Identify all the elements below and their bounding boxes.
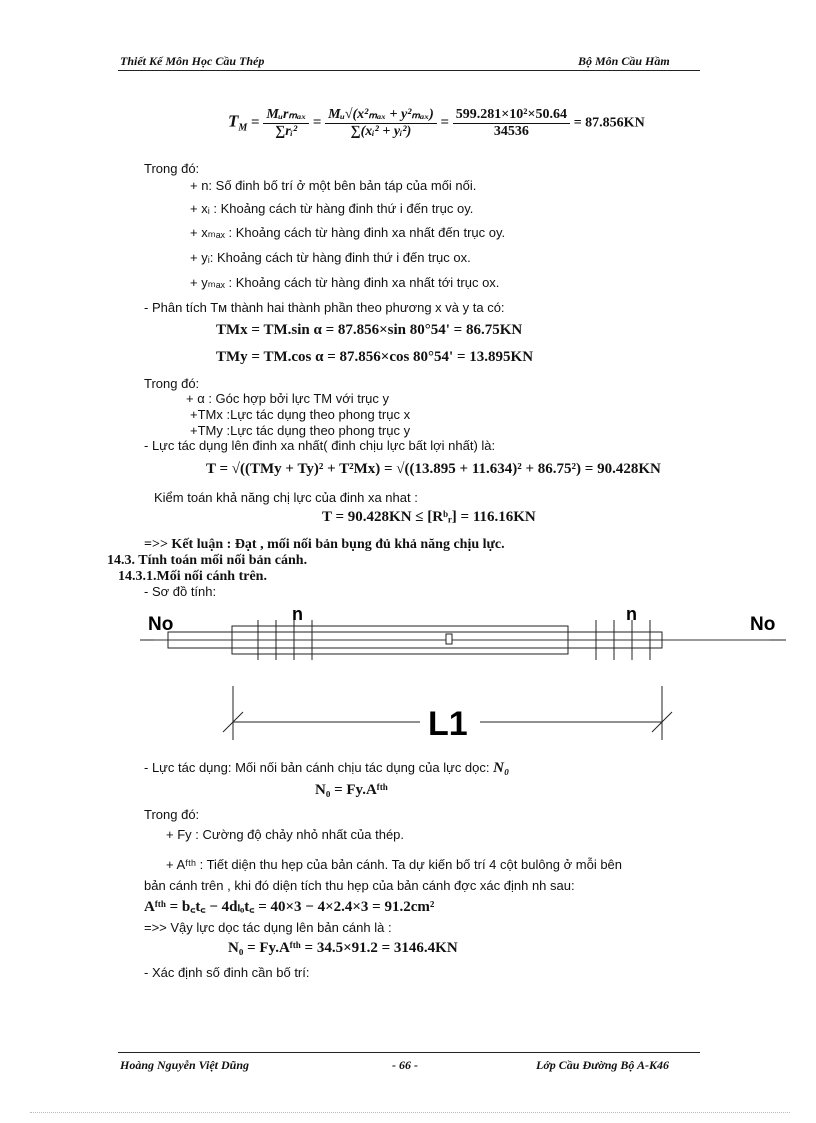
phan-tich: - Phân tích Tм thành hai thành phần theo phương x và y ta có: [144, 300, 505, 315]
eq-tm: $T_M$ = $\frac{\text{Mᵤrₘₐₓ}}{\text{∑rᵢ²}}$ = $\frac{\text{Mᵤ√(x²ₘₐₓ + y²ₘₐₓ)}}{\text{∑(xᵢ² + yᵢ²)}}$ = $\frac{\text{599.281×10²×50.64}}{34536}$ = 87.856KN [228, 106, 645, 139]
eq-tmy: TMy = TM.cos α = 87.856×cos 80°54' = 13.895KN [216, 349, 534, 365]
footer-rule [118, 1052, 700, 1053]
vay-luc: =>> Vậy lực dọc tác dụng lên bản cánh là : [144, 920, 392, 935]
eq-tmx: TMx = TM.sin α = 87.856×sin 80°54' = 86.75KN [216, 322, 523, 338]
footer-left: Hoàng Nguyễn Việt Dũng [120, 1058, 250, 1072]
diagram-no-right: No [750, 614, 776, 635]
ket-luan: =>> Kết luận : Đạt , mối nối bản bụng đủ khả năng chịu lực. [144, 537, 505, 552]
eq-af: Aᶠᵗʰ = b꜀t꜀ − 4dₗₒt꜀ = 40×3 − 4×2.4×3 = 91.2cm² [144, 899, 435, 915]
def-af-2: bản cánh trên , khi đó diện tích thu hẹp của bản cánh đợc xác định nh sau: [144, 878, 575, 893]
kiem-toan: Kiểm toán khả năng chị lực của đinh xa nhat : [154, 490, 418, 505]
def1-3: + yᵢ: Khoảng cách từ hàng đinh thứ i đến trục ox. [190, 250, 471, 265]
eq-tm-frac2 [325, 106, 437, 140]
footer-right: Lớp Cầu Đường Bộ A-K46 [536, 1058, 669, 1072]
diagram-n-left: n [292, 604, 303, 624]
def-af-1: + Aᶠᵗʰ : Tiết diện thu hẹp của bản cánh. Ta dự kiến bố trí 4 cột bulông ở mỗi bên [166, 857, 623, 872]
eq-tm-frac3-den: 34536 [493, 123, 529, 139]
section-14-3-1: 14.3.1.Mối nối cánh trên. [118, 569, 267, 584]
eq-tm-frac1-num: Mᵤrₘₐₓ [263, 106, 309, 124]
eq-tm-frac2-num: Mᵤ√(x²ₘₐₓ + y²ₘₐₓ) [325, 106, 437, 124]
eq-t: T = √((TMy + Ty)² + T²Mx) = √((13.895 + 11.634)² + 86.75²) = 90.428KN [206, 461, 661, 477]
eq-tm-result: = 87.856KN [573, 115, 645, 131]
def2-0: + α : Góc hợp bởi lực TM với trục y [186, 391, 390, 406]
luc-tac-dung [144, 760, 509, 777]
center-gap [446, 634, 452, 644]
header-rule [118, 70, 700, 71]
xac-dinh: - Xác định số đinh cần bố trí: [144, 965, 310, 980]
eq-tm-frac2-den: ∑(xᵢ² + yᵢ²) [350, 124, 412, 139]
def1-4: + yₘₐₓ : Khoảng cách từ hàng đinh xa nhất tới trục ox. [190, 275, 500, 290]
header-left: Thiết Kế Môn Học Cầu Thép [120, 54, 265, 68]
def1-1: + xᵢ : Khoảng cách từ hàng đinh thứ i đến trục oy. [190, 201, 474, 216]
def2-2: +TMy :Lực tác dụng theo phong trục y [190, 423, 411, 438]
eq-tm-frac3 [453, 107, 570, 140]
eq-n0: N₀ = Fy.Aᶠᵗʰ [315, 782, 388, 798]
header-right: Bộ Môn Cầu Hầm [578, 54, 670, 68]
diagram-no-left: No [148, 614, 174, 635]
eq-tm-lhs-sub: M [238, 122, 248, 134]
eq-check: T = 90.428KN ≤ [Rᵇᵣ] = 116.16KN [322, 509, 536, 525]
footer-center: - 66 - [392, 1058, 418, 1072]
page-edge-dots [30, 1112, 790, 1113]
def2-1: +TMx :Lực tác dụng theo phong trục x [190, 407, 411, 422]
diagram-span-label: L1 [428, 705, 468, 743]
def1-0: + n: Số đinh bố trí ở một bên bản táp của mối nối. [190, 178, 477, 193]
luc-max: - Lực tác dụng lên đinh xa nhất( đinh chịu lực bất lợi nhất) là: [144, 438, 496, 453]
eq-tm-frac1 [263, 106, 309, 140]
trong-do-1: Trong đó: [144, 161, 200, 176]
eq-tm-frac1-den: ∑rᵢ² [275, 124, 298, 139]
so-do: - Sơ đồ tính: [144, 584, 217, 599]
n0-symbol: N₀ [493, 760, 510, 776]
def1-2: + xₘₐₓ : Khoảng cách từ hàng đinh xa nhất đến trục oy. [190, 225, 506, 240]
diagram-n-right: n [626, 604, 637, 624]
trong-do-2: Trong đó: [144, 376, 200, 391]
trong-do-3: Trong đó: [144, 807, 200, 822]
eq-n0-value: N₀ = Fy.Aᶠᵗʰ = 34.5×91.2 = 3146.4KN [228, 940, 458, 956]
luc-tac-dung-text: - Lực tác dụng: Mối nối bản cánh chịu tác dụng của lực dọc: [144, 760, 490, 775]
def-fy: + Fy : Cường độ chảy nhỏ nhất của thép. [166, 827, 405, 842]
section-14-3: 14.3. Tính toán mối nối bản cánh. [107, 553, 308, 568]
splice-diagram [140, 600, 790, 750]
eq-tm-lhs: T [228, 111, 239, 131]
eq-tm-frac3-num: 599.281×10²×50.64 [453, 107, 570, 124]
